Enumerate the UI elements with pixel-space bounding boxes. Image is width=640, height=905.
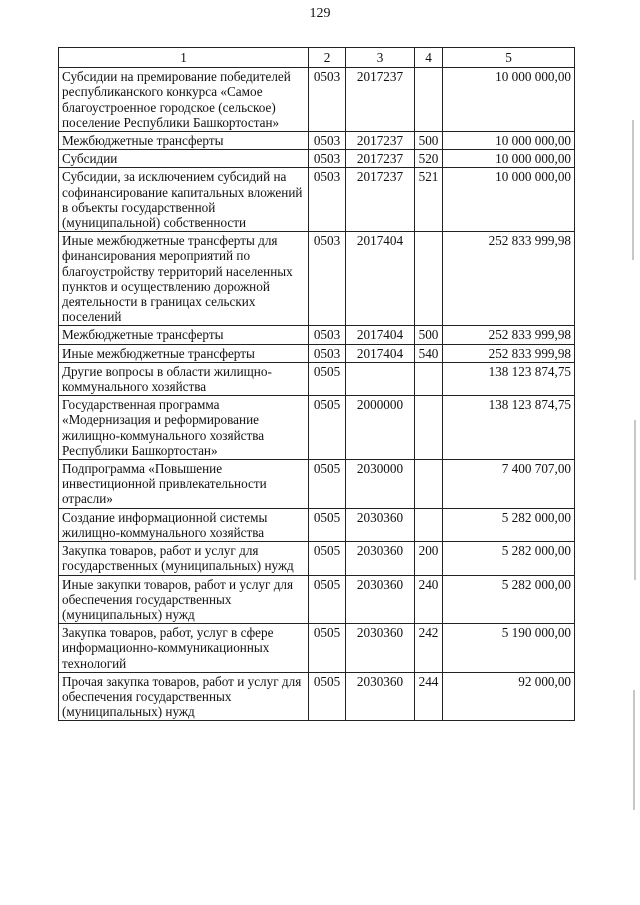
column-header-section: 2: [309, 48, 346, 68]
scan-edge-mark: [633, 690, 635, 810]
row-amount-cell: 10 000 000,00: [443, 168, 575, 232]
row-name-cell: Подпрограмма «Повышение инвестиционной привлекательности отрасли»: [59, 460, 309, 509]
row-amount-cell: 10 000 000,00: [443, 68, 575, 132]
row-name-cell: Прочая закупка товаров, работ и услуг для обеспечения государственных (муниципальных) нужд: [59, 672, 309, 721]
table-row: [59, 68, 575, 132]
row-type-cell: 244: [415, 672, 443, 721]
row-amount-cell: 10 000 000,00: [443, 132, 575, 150]
row-section-cell: 0503: [309, 344, 346, 362]
row-name-cell: Закупка товаров, работ и услуг для государственных (муниципальных) нужд: [59, 542, 309, 575]
row-type-cell: [415, 68, 443, 132]
column-header-amount: 5: [443, 48, 575, 68]
row-section-cell: 0505: [309, 575, 346, 624]
column-header-name: 1: [59, 48, 309, 68]
table-row: [59, 575, 575, 624]
table-row: [59, 344, 575, 362]
row-amount-cell: 5 282 000,00: [443, 575, 575, 624]
row-name-cell: Создание информационной системы жилищно-коммунального хозяйства: [59, 508, 309, 541]
row-section-cell: 0505: [309, 542, 346, 575]
row-section-cell: 0503: [309, 68, 346, 132]
row-type-cell: 520: [415, 150, 443, 168]
row-name-cell: Иные закупки товаров, работ и услуг для обеспечения государственных (муниципальных) нужд: [59, 575, 309, 624]
table-row: [59, 362, 575, 395]
row-name-cell: Другие вопросы в области жилищно-коммунального хозяйства: [59, 362, 309, 395]
row-type-cell: [415, 460, 443, 509]
row-target-cell: 2017404: [346, 232, 415, 326]
row-target-cell: 2030360: [346, 542, 415, 575]
row-name-cell: Субсидии, за исключением субсидий на софинансирование капитальных вложений в объекты государственной (муниципальной) собственности: [59, 168, 309, 232]
row-section-cell: 0505: [309, 396, 346, 460]
table-header-row: [59, 48, 575, 68]
row-section-cell: 0505: [309, 672, 346, 721]
budget-table: [58, 47, 575, 721]
table-row: [59, 396, 575, 460]
row-type-cell: 500: [415, 132, 443, 150]
row-target-cell: [346, 362, 415, 395]
table-row: [59, 168, 575, 232]
table-row: [59, 624, 575, 673]
row-type-cell: [415, 508, 443, 541]
row-name-cell: Субсидии: [59, 150, 309, 168]
table-row: [59, 542, 575, 575]
scan-edge-mark: [634, 420, 636, 580]
page-number: 129: [309, 6, 331, 21]
row-amount-cell: 252 833 999,98: [443, 344, 575, 362]
table-row: [59, 672, 575, 721]
row-amount-cell: 138 123 874,75: [443, 362, 575, 395]
row-amount-cell: 252 833 999,98: [443, 326, 575, 344]
row-name-cell: Межбюджетные трансферты: [59, 132, 309, 150]
row-type-cell: [415, 232, 443, 326]
row-section-cell: 0505: [309, 460, 346, 509]
row-name-cell: Межбюджетные трансферты: [59, 326, 309, 344]
row-type-cell: [415, 396, 443, 460]
row-amount-cell: 5 282 000,00: [443, 508, 575, 541]
row-section-cell: 0505: [309, 362, 346, 395]
table-row: [59, 150, 575, 168]
row-section-cell: 0503: [309, 326, 346, 344]
row-type-cell: 500: [415, 326, 443, 344]
row-amount-cell: 92 000,00: [443, 672, 575, 721]
row-section-cell: 0505: [309, 508, 346, 541]
column-header-type: 4: [415, 48, 443, 68]
row-target-cell: 2017237: [346, 68, 415, 132]
row-name-cell: Закупка товаров, работ, услуг в сфере информационно-коммуникационных технологий: [59, 624, 309, 673]
scan-edge-mark: [632, 120, 634, 260]
row-target-cell: 2017404: [346, 326, 415, 344]
row-amount-cell: 252 833 999,98: [443, 232, 575, 326]
row-target-cell: 2030360: [346, 672, 415, 721]
row-type-cell: 540: [415, 344, 443, 362]
row-section-cell: 0503: [309, 168, 346, 232]
row-target-cell: 2017237: [346, 132, 415, 150]
table-body: [59, 68, 575, 721]
row-target-cell: 2030360: [346, 624, 415, 673]
table-row: [59, 132, 575, 150]
row-amount-cell: 10 000 000,00: [443, 150, 575, 168]
row-name-cell: Субсидии на премирование победителей республиканского конкурса «Самое благоустроенное городское (сельское) поселение Республики Башкортостан»: [59, 68, 309, 132]
row-name-cell: Иные межбюджетные трансферты: [59, 344, 309, 362]
row-name-cell: Государственная программа «Модернизация и реформирование жилищно-коммунального хозяйства Республики Башкортостан»: [59, 396, 309, 460]
table-row: [59, 508, 575, 541]
row-name-cell: Иные межбюджетные трансферты для финансирования мероприятий по благоустройству территорий населенных пунктов и осуществлению дорожной деятельности в границах сельских поселений: [59, 232, 309, 326]
row-amount-cell: 138 123 874,75: [443, 396, 575, 460]
table-row: [59, 326, 575, 344]
row-type-cell: 240: [415, 575, 443, 624]
table-row: [59, 460, 575, 509]
row-target-cell: 2017237: [346, 168, 415, 232]
row-target-cell: 2000000: [346, 396, 415, 460]
row-target-cell: 2030360: [346, 575, 415, 624]
row-section-cell: 0503: [309, 132, 346, 150]
row-amount-cell: 5 190 000,00: [443, 624, 575, 673]
row-amount-cell: 5 282 000,00: [443, 542, 575, 575]
row-type-cell: 242: [415, 624, 443, 673]
row-target-cell: 2030000: [346, 460, 415, 509]
row-type-cell: 200: [415, 542, 443, 575]
row-section-cell: 0503: [309, 150, 346, 168]
row-target-cell: 2030360: [346, 508, 415, 541]
row-target-cell: 2017404: [346, 344, 415, 362]
row-section-cell: 0505: [309, 624, 346, 673]
row-type-cell: 521: [415, 168, 443, 232]
table-row: [59, 232, 575, 326]
row-section-cell: 0503: [309, 232, 346, 326]
row-target-cell: 2017237: [346, 150, 415, 168]
column-header-target: 3: [346, 48, 415, 68]
row-type-cell: [415, 362, 443, 395]
row-amount-cell: 7 400 707,00: [443, 460, 575, 509]
